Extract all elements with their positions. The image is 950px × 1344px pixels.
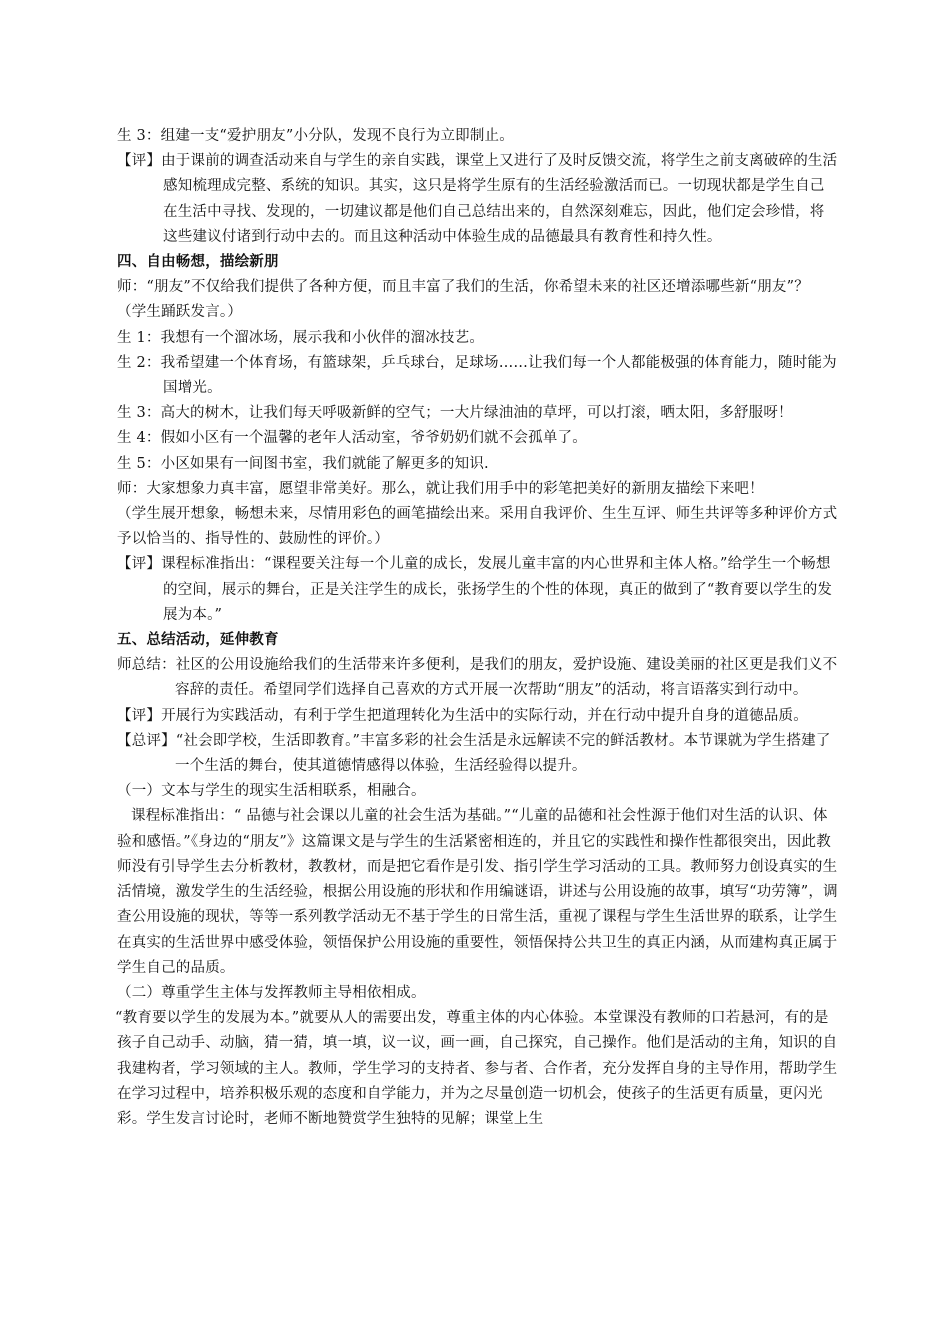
paragraph-student3-trees: 生 3：高大的树木，让我们每天呼吸新鲜的空气；一大片绿油油的草坪，可以打滚，晒太阳，多舒服呀！ xyxy=(117,405,793,422)
subheading-one: （一）文本与学生的现实生活相联系，相融合。 xyxy=(117,783,426,800)
subheading-two: （二）尊重学生主体与发挥教师主导相依相成。 xyxy=(117,984,426,1001)
paragraph-teacher-summary: 师总结：社区的公用设施给我们的生活带来许多便利，是我们的朋友，爱护设施、建设美丽的社区更是我们义不容辞的责任。希望同学们选择自己喜欢的方式开展一次帮助“朋友”的活动，将言语落实到行动中。 xyxy=(117,657,838,699)
paragraph-students-speak: （学生踊跃发言。） xyxy=(117,304,243,321)
paragraph-comment-practice: 【评】开展行为实践活动，有利于学生把道理转化为生活中的实际行动，并在行动中提升自身的道德品质。 xyxy=(117,707,808,724)
paragraph-student3-squad: 生 3：组建一支“爱护朋友”小分队，发现不良行为立即制止。 xyxy=(117,128,514,144)
section-heading-four: 四、自由畅想，描绘新朋 xyxy=(117,254,279,271)
paragraph-students-imagine: （学生展开想象，畅想未来，尽情用彩色的画笔描绘出来。采用自我评价、生生互评、师生共评等多种评价方式予以恰当的、指导性的、鼓励性的评价。） xyxy=(117,506,838,548)
paragraph-student1: 生 1：我想有一个溜冰场，展示我和小伙伴的溜冰技艺。 xyxy=(117,329,485,346)
paragraph-teacher-question: 师：“朋友”不仅给我们提供了各种方便，而且丰富了我们的生活，你希望未来的社区还增添哪些新“朋友”？ xyxy=(117,279,809,296)
paragraph-comment-survey: 【评】由于课前的调查活动来自与学生的亲自实践，课堂上又进行了及时反馈交流，将学生之前支离破碎的生活感知梳理成完整、系统的知识。其实，这只是将学生原有的生活经验激活而已。一切现状都是学生自己在生活中寻找、发现的，一切建议都是他们自己总结出来的，自然深刻难忘，因此，他们定会珍惜，将这些建议付诸到行动中去的。而且这种活动中体验生成的品德最具有教育性和持久性。 xyxy=(117,153,838,245)
paragraph-comment-standard: 【评】课程标准指出：“课程要关注每一个儿童的成长，发展儿童丰富的内心世界和主体人格。”给学生一个畅想的空间，展示的舞台，正是关注学生的成长，张扬学生的个性的体现，真正的做到了“教育要以学生的发展为本。” xyxy=(117,556,833,623)
paragraph-overall-comment: 【总评】“社会即学校，生活即教育。”丰富多彩的社会生活是永远解读不完的鲜活教材。本节课就为学生搭建了一个生活的舞台，使其道德情感得以体验，生活经验得以提升。 xyxy=(117,732,831,775)
paragraph-student-development: “教育要以学生的发展为本。”就要从人的需要出发，尊重主体的内心体验。本堂课没有教师的口若悬河，有的是孩子自己动手、动脑，猜一猜，填一填，议一议，画一画，自己探究，自己操作。他们是活动的主角，知识的自我建构者，学习领域的主人。教师，学生学习的支持者、参与者、合作者，充分发挥自身的主导作用，帮助学生在学习过程中，培养积极乐观的态度和自学能力，并为之尽量创造一切机会，使孩子的生活更有质量，更闪光彩。学生发言讨论时，老师不断地赞赏学生独特的见解；课堂上生 xyxy=(115,1010,838,1127)
paragraph-curriculum-standard: 课程标准指出：“ 品德与社会课以儿童的社会生活为基础。”“儿童的品德和社会性源于他们对生活的认识、体验和感悟。”《身边的“朋友”》这篇课文是与学生的生活紧密相连的，并且它的实践性和操作性都很突出，因此教师没有引导学生去分析教材，教教材，而是把它看作是引发、指引学生学习活动的工具。教师努力创设真实的生活情境，激发学生的生活经验，根据公用设施的形状和作用编谜语，讲述与公用设施的故事，填写“功劳簿”，调查公用设施的现状，等等一系列教学活动无不基于学生的日常生活，重视了课程与学生生活世界的联系，让学生在真实的生活世界中感受体验，领悟保护公用设施的重要性，领悟保持公共卫生的真正内涵，从而建构真正属于学生自己的品质。 xyxy=(117,808,838,976)
section-heading-five: 五、总结活动，延伸教育 xyxy=(117,632,279,649)
paragraph-student2: 生 2：我希望建一个体育场，有篮球架，乒乓球台，足球场……让我们每一个人都能极强的体育能力，随时能为国增光。 xyxy=(117,354,837,397)
paragraph-teacher-draw: 师：大家想象力真丰富，愿望非常美好。那么，就让我们用手中的彩笔把美好的新朋友描绘下来吧！ xyxy=(117,480,764,497)
paragraph-student5: 生 5：小区如果有一间图书室，我们就能了解更多的知识. xyxy=(117,455,489,472)
paragraph-student4: 生 4：假如小区有一个温馨的老年人活动室，爷爷奶奶们就不会孤单了。 xyxy=(117,430,587,447)
